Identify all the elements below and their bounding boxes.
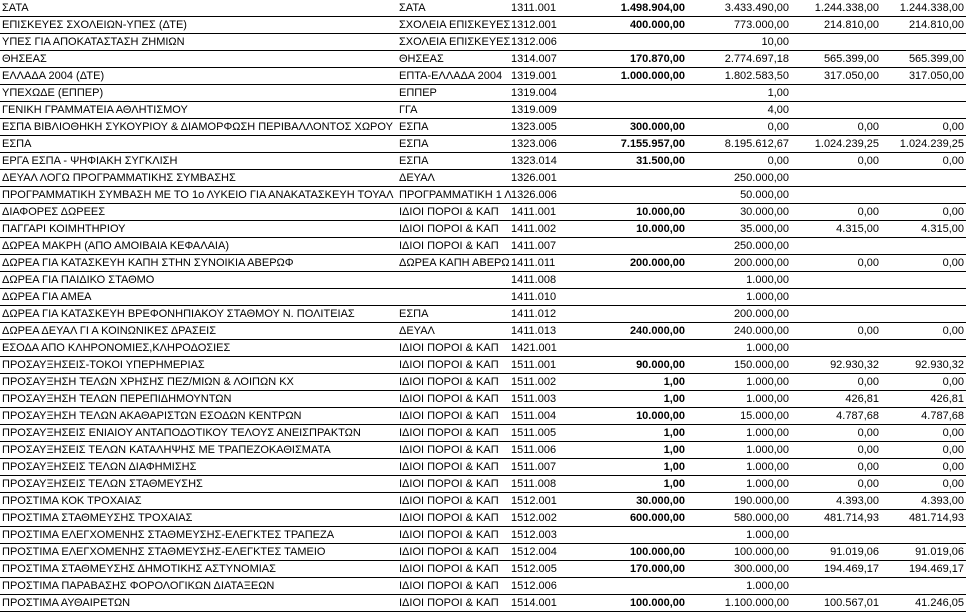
collected-cell: [881, 187, 966, 204]
description-cell: ΔΩΡΕΑ ΓΙΑ ΚΑΤΑΣΚΕΥΗ ΚΑΠΗ ΣΤΗΝ ΣΥΝΟΙΚΙΑ ΑΒΕΡΩΦ: [0, 255, 397, 272]
certified-cell: 100.567,01: [791, 595, 881, 612]
budget-cell: 3.433.490,00: [687, 0, 791, 17]
category-cell: ΓΓΑ: [397, 102, 509, 119]
amount-cell: 170.000,00: [591, 561, 687, 578]
budget-cell: 50.000,00: [687, 187, 791, 204]
category-cell: ΔΕΥΑΛ: [397, 323, 509, 340]
amount-cell: 1,00: [591, 476, 687, 493]
collected-cell: [881, 102, 966, 119]
budget-cell: 773.000,00: [687, 17, 791, 34]
description-cell: ΠΡΟΣΤΙΜΑ ΕΛΕΓΧΟΜΕΝΗΣ ΣΤΑΘΜΕΥΣΗΣ-ΕΛΕΓΚΤΕΣ ΤΑΜΕΙΟ: [0, 544, 397, 561]
description-cell: ΠΡΟΣΤΙΜΑ ΕΛΕΓΧΟΜΕΝΗΣ ΣΤΑΘΜΕΥΣΗΣ-ΕΛΕΓΚΤΕΣ ΤΡΑΠΕΖΑ: [0, 527, 397, 544]
collected-cell: 1.244.338,00: [881, 0, 966, 17]
category-cell: [397, 272, 509, 289]
budget-cell: 10,00: [687, 34, 791, 51]
amount-cell: [591, 578, 687, 595]
description-cell: ΔΩΡΕΑ ΓΙΑ ΑΜΕΑ: [0, 289, 397, 306]
budget-cell: 0,00: [687, 119, 791, 136]
table-row: [0, 0, 966, 17]
budget-cell: 0,00: [687, 153, 791, 170]
table-row: [0, 561, 966, 578]
table-row: [0, 85, 966, 102]
budget-cell: 250.000,00: [687, 170, 791, 187]
amount-cell: [591, 238, 687, 255]
code-cell: 1312.006: [509, 34, 591, 51]
category-cell: ΠΡΟΓΡΑΜΜΑΤΙΚΗ 1 Λ: [397, 187, 509, 204]
table-row: [0, 68, 966, 85]
collected-cell: 0,00: [881, 204, 966, 221]
collected-cell: [881, 527, 966, 544]
certified-cell: [791, 187, 881, 204]
certified-cell: 1.024.239,25: [791, 136, 881, 153]
description-cell: ΠΡΟΣΑΥΞΗΣΕΙΣ ΕΝΙΑΙΟΥ ΑΝΤΑΠΟΔΟΤΙΚΟΥ ΤΕΛΟΥΣ ΑΝΕΙΣΠΡΑΚΤΩΝ: [0, 425, 397, 442]
budget-cell: 1,00: [687, 85, 791, 102]
amount-cell: 90.000,00: [591, 357, 687, 374]
code-cell: 1514.001: [509, 595, 591, 612]
code-cell: 1411.010: [509, 289, 591, 306]
table-row: [0, 510, 966, 527]
amount-cell: 200.000,00: [591, 255, 687, 272]
certified-cell: 481.714,93: [791, 510, 881, 527]
collected-cell: [881, 578, 966, 595]
collected-cell: 194.469,17: [881, 561, 966, 578]
description-cell: ΠΡΟΣΑΥΞΗΣΕΙΣ ΤΕΛΩΝ ΣΤΑΘΜΕΥΣΗΣ: [0, 476, 397, 493]
budget-cell: 4,00: [687, 102, 791, 119]
code-cell: 1511.003: [509, 391, 591, 408]
description-cell: ΥΠΕΣ ΓΙΑ ΑΠΟΚΑΤΑΣΤΑΣΗ ΖΗΜΙΩΝ: [0, 34, 397, 51]
certified-cell: 91.019,06: [791, 544, 881, 561]
description-cell: ΠΡΟΣΤΙΜΑ ΣΤΑΘΜΕΥΣΗΣ ΔΗΜΟΤΙΚΗΣ ΑΣΤΥΝΟΜΙΑΣ: [0, 561, 397, 578]
table-row: [0, 425, 966, 442]
category-cell: ΙΔΙΟΙ ΠΟΡΟΙ & ΚΑΠ: [397, 340, 509, 357]
certified-cell: [791, 238, 881, 255]
category-cell: ΙΔΙΟΙ ΠΟΡΟΙ & ΚΑΠ: [397, 510, 509, 527]
category-cell: ΕΣΠΑ: [397, 119, 509, 136]
category-cell: ΔΕΥΑΛ: [397, 170, 509, 187]
category-cell: ΙΔΙΟΙ ΠΟΡΟΙ & ΚΑΠ: [397, 204, 509, 221]
budget-cell: 1.000,00: [687, 289, 791, 306]
table-row: [0, 340, 966, 357]
table-row: [0, 187, 966, 204]
category-cell: ΕΠΤΑ-ΕΛΛΑΔΑ 2004: [397, 68, 509, 85]
description-cell: ΠΡΟΣΑΥΞΗΣΕΙΣ ΤΕΛΩΝ ΚΑΤΑΛΗΨΗΣ ΜΕ ΤΡΑΠΕΖΟΚΑΘΙΣΜΑΤΑ: [0, 442, 397, 459]
certified-cell: 565.399,00: [791, 51, 881, 68]
collected-cell: [881, 170, 966, 187]
description-cell: ΕΣΟΔΑ ΑΠΟ ΚΛΗΡΟΝΟΜΙΕΣ,ΚΛΗΡΟΔΟΣΙΕΣ: [0, 340, 397, 357]
category-cell: ΙΔΙΟΙ ΠΟΡΟΙ & ΚΑΠ: [397, 476, 509, 493]
amount-cell: [591, 340, 687, 357]
category-cell: ΙΔΙΟΙ ΠΟΡΟΙ & ΚΑΠ: [397, 425, 509, 442]
amount-cell: 10.000,00: [591, 204, 687, 221]
collected-cell: 92.930,32: [881, 357, 966, 374]
category-cell: ΣΧΟΛΕΙΑ ΕΠΙΣΚΕΥΕΣ: [397, 34, 509, 51]
certified-cell: 0,00: [791, 374, 881, 391]
category-cell: ΙΔΙΟΙ ΠΟΡΟΙ & ΚΑΠ: [397, 578, 509, 595]
amount-cell: 1,00: [591, 459, 687, 476]
code-cell: 1312.001: [509, 17, 591, 34]
amount-cell: [591, 34, 687, 51]
collected-cell: 4.315,00: [881, 221, 966, 238]
table-row: [0, 544, 966, 561]
collected-cell: 0,00: [881, 425, 966, 442]
code-cell: 1411.011: [509, 255, 591, 272]
budget-cell: 1.802.583,50: [687, 68, 791, 85]
category-cell: ΙΔΙΟΙ ΠΟΡΟΙ & ΚΑΠ: [397, 527, 509, 544]
amount-cell: 1,00: [591, 442, 687, 459]
budget-cell: 1.000,00: [687, 374, 791, 391]
certified-cell: 214.810,00: [791, 17, 881, 34]
certified-cell: 426,81: [791, 391, 881, 408]
collected-cell: 0,00: [881, 119, 966, 136]
certified-cell: 0,00: [791, 255, 881, 272]
collected-cell: [881, 306, 966, 323]
description-cell: ΠΡΟΣΑΥΞΗΣΗ ΤΕΛΩΝ ΑΚΑΘΑΡΙΣΤΩΝ ΕΣΟΔΩΝ ΚΕΝΤΡΩΝ: [0, 408, 397, 425]
code-cell: 1411.013: [509, 323, 591, 340]
category-cell: ΙΔΙΟΙ ΠΟΡΟΙ & ΚΑΠ: [397, 442, 509, 459]
code-cell: 1411.007: [509, 238, 591, 255]
certified-cell: 92.930,32: [791, 357, 881, 374]
description-cell: ΠΡΟΓΡΑΜΜΑΤΙΚΗ ΣΥΜΒΑΣΗ ΜΕ ΤΟ 1ο ΛΥΚΕΙΟ ΓΙΑ ΑΝΑΚΑΤΑΣΚΕΥΗ ΤΟΥΑΛ: [0, 187, 397, 204]
table-row: [0, 595, 966, 612]
description-cell: ΠΡΟΣΑΥΞΗΣΕΙΣ ΤΕΛΩΝ ΔΙΑΦΗΜΙΣΗΣ: [0, 459, 397, 476]
table-row: [0, 306, 966, 323]
table-row: [0, 272, 966, 289]
certified-cell: 0,00: [791, 425, 881, 442]
category-cell: ΔΩΡΕΑ ΚΑΠΗ ΑΒΕΡΩ: [397, 255, 509, 272]
table-row: [0, 289, 966, 306]
code-cell: 1512.006: [509, 578, 591, 595]
certified-cell: 0,00: [791, 442, 881, 459]
amount-cell: 31.500,00: [591, 153, 687, 170]
table-row: [0, 459, 966, 476]
amount-cell: 1,00: [591, 374, 687, 391]
table-row: [0, 153, 966, 170]
description-cell: ΠΡΟΣΑΥΞΗΣΗ ΤΕΛΩΝ ΧΡΗΣΗΣ ΠΕΖ/ΜΙΩΝ & ΛΟΙΠΩΝ ΚΧ: [0, 374, 397, 391]
certified-cell: [791, 578, 881, 595]
code-cell: 1411.012: [509, 306, 591, 323]
code-cell: 1512.001: [509, 493, 591, 510]
certified-cell: 4.393,00: [791, 493, 881, 510]
amount-cell: 1.000.000,00: [591, 68, 687, 85]
category-cell: ΙΔΙΟΙ ΠΟΡΟΙ & ΚΑΠ: [397, 357, 509, 374]
description-cell: ΕΠΙΣΚΕΥΕΣ ΣΧΟΛΕΙΩΝ-ΥΠΕΣ (ΔΤΕ): [0, 17, 397, 34]
budget-cell: 250.000,00: [687, 238, 791, 255]
description-cell: ΠΡΟΣΤΙΜΑ ΣΤΑΘΜΕΥΣΗΣ ΤΡΟΧΑΙΑΣ: [0, 510, 397, 527]
description-cell: ΓΕΝΙΚΗ ΓΡΑΜΜΑΤΕΙΑ ΑΘΛΗΤΙΣΜΟΥ: [0, 102, 397, 119]
budget-cell: 200.000,00: [687, 306, 791, 323]
category-cell: ΙΔΙΟΙ ΠΟΡΟΙ & ΚΑΠ: [397, 391, 509, 408]
description-cell: ΠΡΟΣΤΙΜΑ ΚΟΚ ΤΡΟΧΑΙΑΣ: [0, 493, 397, 510]
code-cell: 1511.002: [509, 374, 591, 391]
category-cell: ΣΧΟΛΕΙΑ ΕΠΙΣΚΕΥΕΣ: [397, 17, 509, 34]
collected-cell: [881, 289, 966, 306]
table-row: [0, 119, 966, 136]
category-cell: ΘΗΣΕΑΣ: [397, 51, 509, 68]
budget-cell: 15.000,00: [687, 408, 791, 425]
code-cell: 1314.007: [509, 51, 591, 68]
table-row: [0, 51, 966, 68]
amount-cell: [591, 187, 687, 204]
category-cell: ΙΔΙΟΙ ΠΟΡΟΙ & ΚΑΠ: [397, 238, 509, 255]
description-cell: ΔΩΡΕΑ ΓΙΑ ΚΑΤΑΣΚΕΥΗ ΒΡΕΦΟΝΗΠΙΑΚΟΥ ΣΤΑΘΜΟΥ Ν. ΠΟΛΙΤΕΙΑΣ: [0, 306, 397, 323]
category-cell: ΕΣΠΑ: [397, 153, 509, 170]
amount-cell: 100.000,00: [591, 544, 687, 561]
budget-cell: 1.000,00: [687, 476, 791, 493]
certified-cell: [791, 289, 881, 306]
code-cell: 1323.006: [509, 136, 591, 153]
code-cell: 1323.005: [509, 119, 591, 136]
amount-cell: 300.000,00: [591, 119, 687, 136]
budget-cell: 8.195.612,67: [687, 136, 791, 153]
amount-cell: [591, 102, 687, 119]
category-cell: ΕΣΠΑ: [397, 136, 509, 153]
certified-cell: [791, 527, 881, 544]
description-cell: ΠΡΟΣΑΥΞΗΣΗ ΤΕΛΩΝ ΠΕΡΕΠΙΔΗΜΟΥΝΤΩΝ: [0, 391, 397, 408]
budget-cell: 200.000,00: [687, 255, 791, 272]
collected-cell: [881, 34, 966, 51]
amount-cell: 1,00: [591, 425, 687, 442]
certified-cell: 0,00: [791, 459, 881, 476]
budget-cell: 1.000,00: [687, 340, 791, 357]
table-row: [0, 476, 966, 493]
amount-cell: 600.000,00: [591, 510, 687, 527]
description-cell: ΠΡΟΣΑΥΞΗΣΕΙΣ-ΤΟΚΟΙ ΥΠΕΡΗΜΕΡΙΑΣ: [0, 357, 397, 374]
budget-cell: 300.000,00: [687, 561, 791, 578]
category-cell: ΙΔΙΟΙ ΠΟΡΟΙ & ΚΑΠ: [397, 544, 509, 561]
certified-cell: 4.315,00: [791, 221, 881, 238]
amount-cell: 10.000,00: [591, 221, 687, 238]
certified-cell: 0,00: [791, 323, 881, 340]
collected-cell: 0,00: [881, 476, 966, 493]
table-row: [0, 493, 966, 510]
category-cell: ΣΑΤΑ: [397, 0, 509, 17]
code-cell: 1311.001: [509, 0, 591, 17]
amount-cell: 170.870,00: [591, 51, 687, 68]
table-row: [0, 323, 966, 340]
code-cell: 1326.006: [509, 187, 591, 204]
code-cell: 1512.003: [509, 527, 591, 544]
collected-cell: 41.246,05: [881, 595, 966, 612]
certified-cell: 4.787,68: [791, 408, 881, 425]
category-cell: ΙΔΙΟΙ ΠΟΡΟΙ & ΚΑΠ: [397, 221, 509, 238]
budget-cell: 1.000,00: [687, 442, 791, 459]
code-cell: 1511.004: [509, 408, 591, 425]
code-cell: 1511.001: [509, 357, 591, 374]
code-cell: 1512.005: [509, 561, 591, 578]
certified-cell: 194.469,17: [791, 561, 881, 578]
description-cell: ΕΡΓΑ ΕΣΠΑ - ΨΗΦΙΑΚΗ ΣΥΓΚΛΙΣΗ: [0, 153, 397, 170]
budget-cell: 1.000,00: [687, 527, 791, 544]
collected-cell: 0,00: [881, 374, 966, 391]
description-cell: ΠΑΓΓΑΡΙ ΚΟΙΜΗΤΗΡΙΟΥ: [0, 221, 397, 238]
description-cell: ΕΣΠΑ: [0, 136, 397, 153]
table-row: [0, 527, 966, 544]
certified-cell: 1.244.338,00: [791, 0, 881, 17]
budget-cell: 1.000,00: [687, 578, 791, 595]
collected-cell: 426,81: [881, 391, 966, 408]
category-cell: [397, 289, 509, 306]
description-cell: ΣΑΤΑ: [0, 0, 397, 17]
amount-cell: 1.498.904,00: [591, 0, 687, 17]
code-cell: 1319.004: [509, 85, 591, 102]
certified-cell: [791, 34, 881, 51]
collected-cell: 481.714,93: [881, 510, 966, 527]
table-row: [0, 357, 966, 374]
certified-cell: [791, 170, 881, 187]
category-cell: ΙΔΙΟΙ ΠΟΡΟΙ & ΚΑΠ: [397, 493, 509, 510]
budget-cell: 2.774.697,18: [687, 51, 791, 68]
amount-cell: [591, 170, 687, 187]
amount-cell: 400.000,00: [591, 17, 687, 34]
collected-cell: 214.810,00: [881, 17, 966, 34]
code-cell: 1411.001: [509, 204, 591, 221]
code-cell: 1511.007: [509, 459, 591, 476]
code-cell: 1511.008: [509, 476, 591, 493]
table-row: [0, 442, 966, 459]
certified-cell: [791, 102, 881, 119]
certified-cell: 0,00: [791, 119, 881, 136]
code-cell: 1326.001: [509, 170, 591, 187]
table-row: [0, 255, 966, 272]
amount-cell: 100.000,00: [591, 595, 687, 612]
certified-cell: [791, 306, 881, 323]
amount-cell: [591, 289, 687, 306]
budget-cell: 240.000,00: [687, 323, 791, 340]
budget-cell: 1.100.000,00: [687, 595, 791, 612]
table-row: [0, 17, 966, 34]
code-cell: 1511.005: [509, 425, 591, 442]
description-cell: ΔΩΡΕΑ ΓΙΑ ΠΑΙΔΙΚΟ ΣΤΑΘΜΟ: [0, 272, 397, 289]
description-cell: ΘΗΣΕΑΣ: [0, 51, 397, 68]
category-cell: ΙΔΙΟΙ ΠΟΡΟΙ & ΚΑΠ: [397, 374, 509, 391]
table-row: [0, 578, 966, 595]
collected-cell: [881, 340, 966, 357]
amount-cell: 1,00: [591, 391, 687, 408]
table-row: [0, 102, 966, 119]
table-row: [0, 374, 966, 391]
budget-cell: 1.000,00: [687, 425, 791, 442]
description-cell: ΕΣΠΑ ΒΙΒΛΙΟΘΗΚΗ ΣΥΚΟΥΡΙΟΥ & ΔΙΑΜΟΡΦΩΣΗ ΠΕΡΙΒΑΛΛΟΝΤΟΣ ΧΩΡΟΥ: [0, 119, 397, 136]
collected-cell: [881, 85, 966, 102]
collected-cell: [881, 272, 966, 289]
category-cell: ΕΣΠΑ: [397, 306, 509, 323]
category-cell: ΙΔΙΟΙ ΠΟΡΟΙ & ΚΑΠ: [397, 459, 509, 476]
category-cell: ΕΠΠΕΡ: [397, 85, 509, 102]
description-cell: ΠΡΟΣΤΙΜΑ ΠΑΡΑΒΑΣΗΣ ΦΟΡΟΛΟΓΙΚΩΝ ΔΙΑΤΑΞΕΩΝ: [0, 578, 397, 595]
table-row: [0, 238, 966, 255]
table-row: [0, 170, 966, 187]
category-cell: ΙΔΙΟΙ ΠΟΡΟΙ & ΚΑΠ: [397, 408, 509, 425]
collected-cell: 0,00: [881, 323, 966, 340]
certified-cell: [791, 340, 881, 357]
budget-cell: 1.000,00: [687, 459, 791, 476]
category-cell: ΙΔΙΟΙ ΠΟΡΟΙ & ΚΑΠ: [397, 595, 509, 612]
table-row: [0, 136, 966, 153]
amount-cell: [591, 306, 687, 323]
certified-cell: [791, 272, 881, 289]
code-cell: 1319.001: [509, 68, 591, 85]
description-cell: ΔΩΡΕΑ ΜΑΚΡΗ (ΑΠΟ ΑΜΟΙΒΑΙΑ ΚΕΦΑΛΑΙΑ): [0, 238, 397, 255]
amount-cell: [591, 272, 687, 289]
certified-cell: 317.050,00: [791, 68, 881, 85]
code-cell: 1421.001: [509, 340, 591, 357]
collected-cell: 0,00: [881, 442, 966, 459]
table-row: [0, 204, 966, 221]
budget-cell: 150.000,00: [687, 357, 791, 374]
amount-cell: 7.155.957,00: [591, 136, 687, 153]
collected-cell: 317.050,00: [881, 68, 966, 85]
collected-cell: 4.393,00: [881, 493, 966, 510]
budget-cell: 100.000,00: [687, 544, 791, 561]
description-cell: ΔΙΑΦΟΡΕΣ ΔΩΡΕΕΣ: [0, 204, 397, 221]
collected-cell: 0,00: [881, 153, 966, 170]
table-row: [0, 391, 966, 408]
amount-cell: 10.000,00: [591, 408, 687, 425]
amount-cell: 240.000,00: [591, 323, 687, 340]
code-cell: 1512.002: [509, 510, 591, 527]
description-cell: ΥΠΕΧΩΔΕ (ΕΠΠΕΡ): [0, 85, 397, 102]
budget-cell: 580.000,00: [687, 510, 791, 527]
code-cell: 1411.008: [509, 272, 591, 289]
code-cell: 1511.006: [509, 442, 591, 459]
budget-cell: 35.000,00: [687, 221, 791, 238]
table-row: [0, 408, 966, 425]
collected-cell: 0,00: [881, 459, 966, 476]
description-cell: ΕΛΛΑΔΑ 2004 (ΔΤΕ): [0, 68, 397, 85]
budget-cell: 1.000,00: [687, 391, 791, 408]
description-cell: ΔΩΡΕΑ ΔΕΥΑΛ ΓΙ Α ΚΟΙΝΩΝΙΚΕΣ ΔΡΑΣΕΙΣ: [0, 323, 397, 340]
budget-cell: 30.000,00: [687, 204, 791, 221]
certified-cell: [791, 85, 881, 102]
code-cell: 1411.002: [509, 221, 591, 238]
category-cell: ΙΔΙΟΙ ΠΟΡΟΙ & ΚΑΠ: [397, 561, 509, 578]
collected-cell: 565.399,00: [881, 51, 966, 68]
amount-cell: [591, 85, 687, 102]
budget-cell: 190.000,00: [687, 493, 791, 510]
code-cell: 1323.014: [509, 153, 591, 170]
certified-cell: 0,00: [791, 476, 881, 493]
table-row: [0, 34, 966, 51]
code-cell: 1512.004: [509, 544, 591, 561]
collected-cell: 1.024.239,25: [881, 136, 966, 153]
description-cell: ΠΡΟΣΤΙΜΑ ΑΥΘΑΙΡΕΤΩΝ: [0, 595, 397, 612]
collected-cell: 0,00: [881, 255, 966, 272]
description-cell: ΔΕΥΑΛ ΛΟΓΩ ΠΡΟΓΡΑΜΜΑΤΙΚΗΣ ΣΥΜΒΑΣΗΣ: [0, 170, 397, 187]
budget-cell: 1.000,00: [687, 272, 791, 289]
code-cell: 1319.009: [509, 102, 591, 119]
collected-cell: 4.787,68: [881, 408, 966, 425]
amount-cell: [591, 527, 687, 544]
collected-cell: 91.019,06: [881, 544, 966, 561]
amount-cell: 30.000,00: [591, 493, 687, 510]
certified-cell: 0,00: [791, 153, 881, 170]
table-row: [0, 221, 966, 238]
certified-cell: 0,00: [791, 204, 881, 221]
collected-cell: [881, 238, 966, 255]
